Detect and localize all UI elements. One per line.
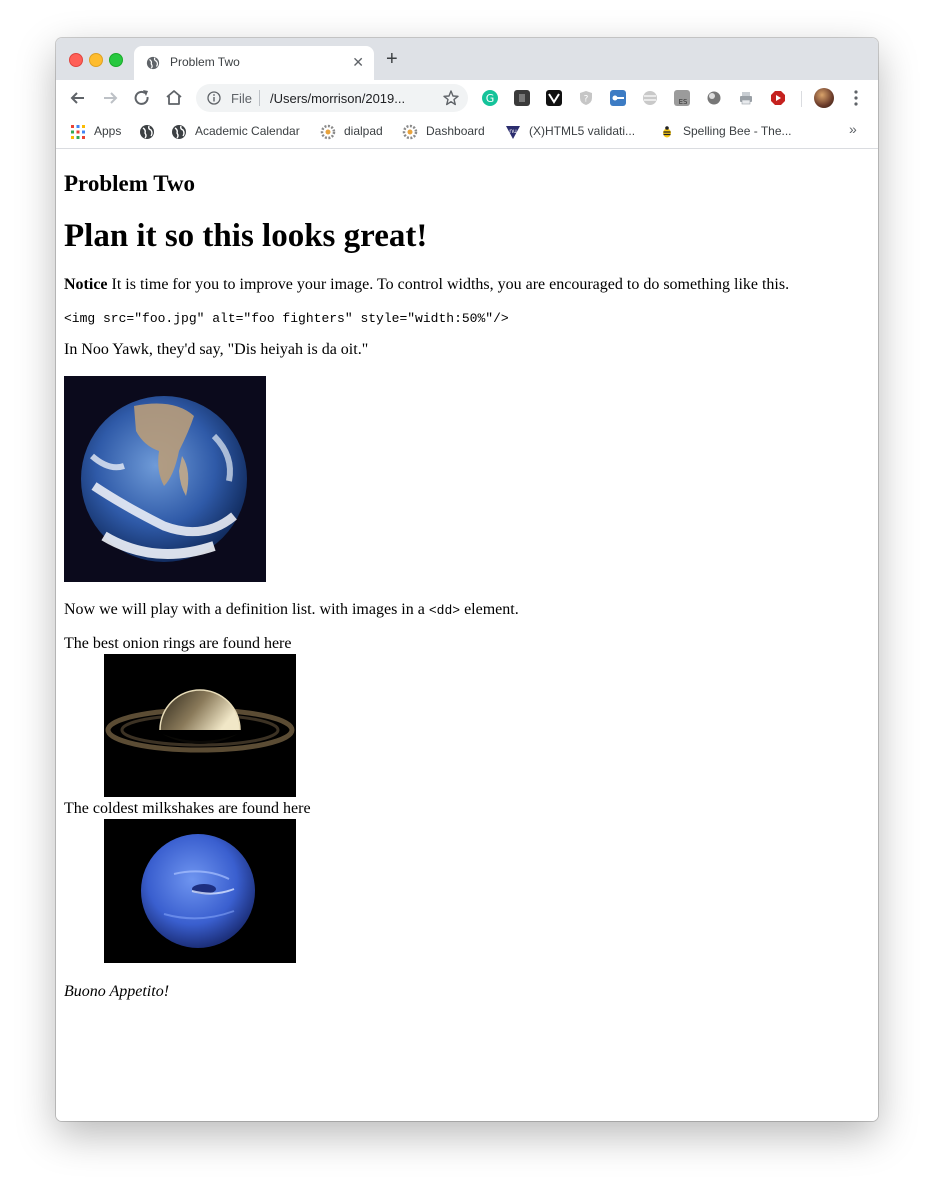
validator-icon (505, 124, 521, 140)
address-bar[interactable] (196, 84, 468, 112)
tab-title: Problem Two (170, 55, 240, 69)
svg-text:ES: ES (678, 98, 688, 106)
neptune-image (104, 819, 296, 963)
svg-text:?: ? (583, 94, 589, 105)
more-menu-icon[interactable] (848, 89, 864, 107)
maximize-window-button[interactable] (109, 53, 123, 67)
toolbar-divider (801, 91, 802, 107)
att-globe-icon[interactable] (642, 90, 658, 106)
svg-text:G: G (485, 92, 495, 105)
svg-text:nu: nu (509, 128, 517, 135)
browser-window (56, 38, 878, 1121)
definition-term-onion-rings: The best onion rings are found here (64, 635, 292, 652)
new-tab-button[interactable]: + (386, 48, 398, 70)
apps-grid-icon (70, 124, 86, 140)
bookmark-label: Apps (94, 124, 122, 138)
notice-text: It is time for you to improve your image. To control widths, you are encouraged to do something like this. (107, 276, 790, 293)
bookmark-label: (X)HTML5 validati... (529, 124, 636, 138)
back-icon[interactable] (68, 88, 88, 108)
reload-icon[interactable] (132, 88, 152, 108)
url-text[interactable]: /Users/morrison/2019... (270, 91, 406, 106)
earth-image (64, 376, 266, 582)
key-extension-icon[interactable] (610, 90, 626, 106)
more-bookmarks-chevron-icon[interactable]: » (849, 121, 857, 137)
globe-icon (171, 124, 187, 140)
problem-heading: Problem Two (64, 171, 195, 196)
dark-extension-icon[interactable] (514, 90, 530, 106)
grammarly-extension-icon[interactable] (482, 90, 498, 106)
bookmark-label: Academic Calendar (195, 124, 300, 138)
close-window-button[interactable] (69, 53, 83, 67)
profile-avatar[interactable] (814, 88, 834, 108)
page-content (56, 149, 878, 1121)
url-scheme: File (231, 91, 252, 106)
closing-text: Buono Appetito! (64, 983, 170, 1000)
notice-label: Notice (64, 276, 108, 293)
gear-icon (402, 124, 418, 140)
saturn-image (104, 654, 296, 797)
globe-icon (139, 124, 155, 140)
dd-code: <dd> (428, 603, 461, 618)
definition-term-milkshakes: The coldest milkshakes are found here (64, 800, 311, 817)
shield-question-icon[interactable] (578, 90, 594, 106)
bookmarks-bar (56, 116, 878, 149)
bookmark-label: dialpad (344, 124, 383, 138)
main-heading: Plan it so this looks great! (64, 218, 428, 254)
tab-strip (56, 38, 878, 80)
dl-intro-tail: element. (460, 601, 519, 618)
forward-icon[interactable] (100, 88, 120, 108)
code-example: <img src="foo.jpg" alt="foo fighters" style="width:50%"/> (64, 311, 509, 326)
home-icon[interactable] (164, 88, 184, 108)
noo-yawk-paragraph: In Noo Yawk, they'd say, "Dis heiyah is da oit." (64, 341, 369, 358)
dl-intro-text: Now we will play with a definition list. with images in a (64, 601, 429, 618)
notice-paragraph (64, 276, 789, 294)
definition-list-intro (64, 601, 519, 619)
close-tab-icon[interactable]: ✕ (352, 54, 364, 70)
vimeo-extension-icon[interactable] (546, 90, 562, 106)
toolbar (56, 80, 878, 116)
minimize-window-button[interactable] (89, 53, 103, 67)
info-icon[interactable] (207, 91, 221, 105)
bookmark-star-icon[interactable] (442, 89, 460, 107)
bee-icon (659, 124, 675, 140)
gear-icon (320, 124, 336, 140)
printer-extension-icon[interactable] (738, 90, 754, 106)
play-extension-icon[interactable] (770, 90, 786, 106)
bookmark-label: Dashboard (426, 124, 485, 138)
tab-problem-two[interactable] (134, 46, 374, 80)
sphere-extension-icon[interactable] (706, 90, 722, 106)
globe-icon (146, 56, 160, 70)
bookmark-label: Spelling Bee - The... (683, 124, 792, 138)
omnibox-divider (259, 90, 260, 106)
es-extension-icon[interactable] (674, 90, 690, 106)
